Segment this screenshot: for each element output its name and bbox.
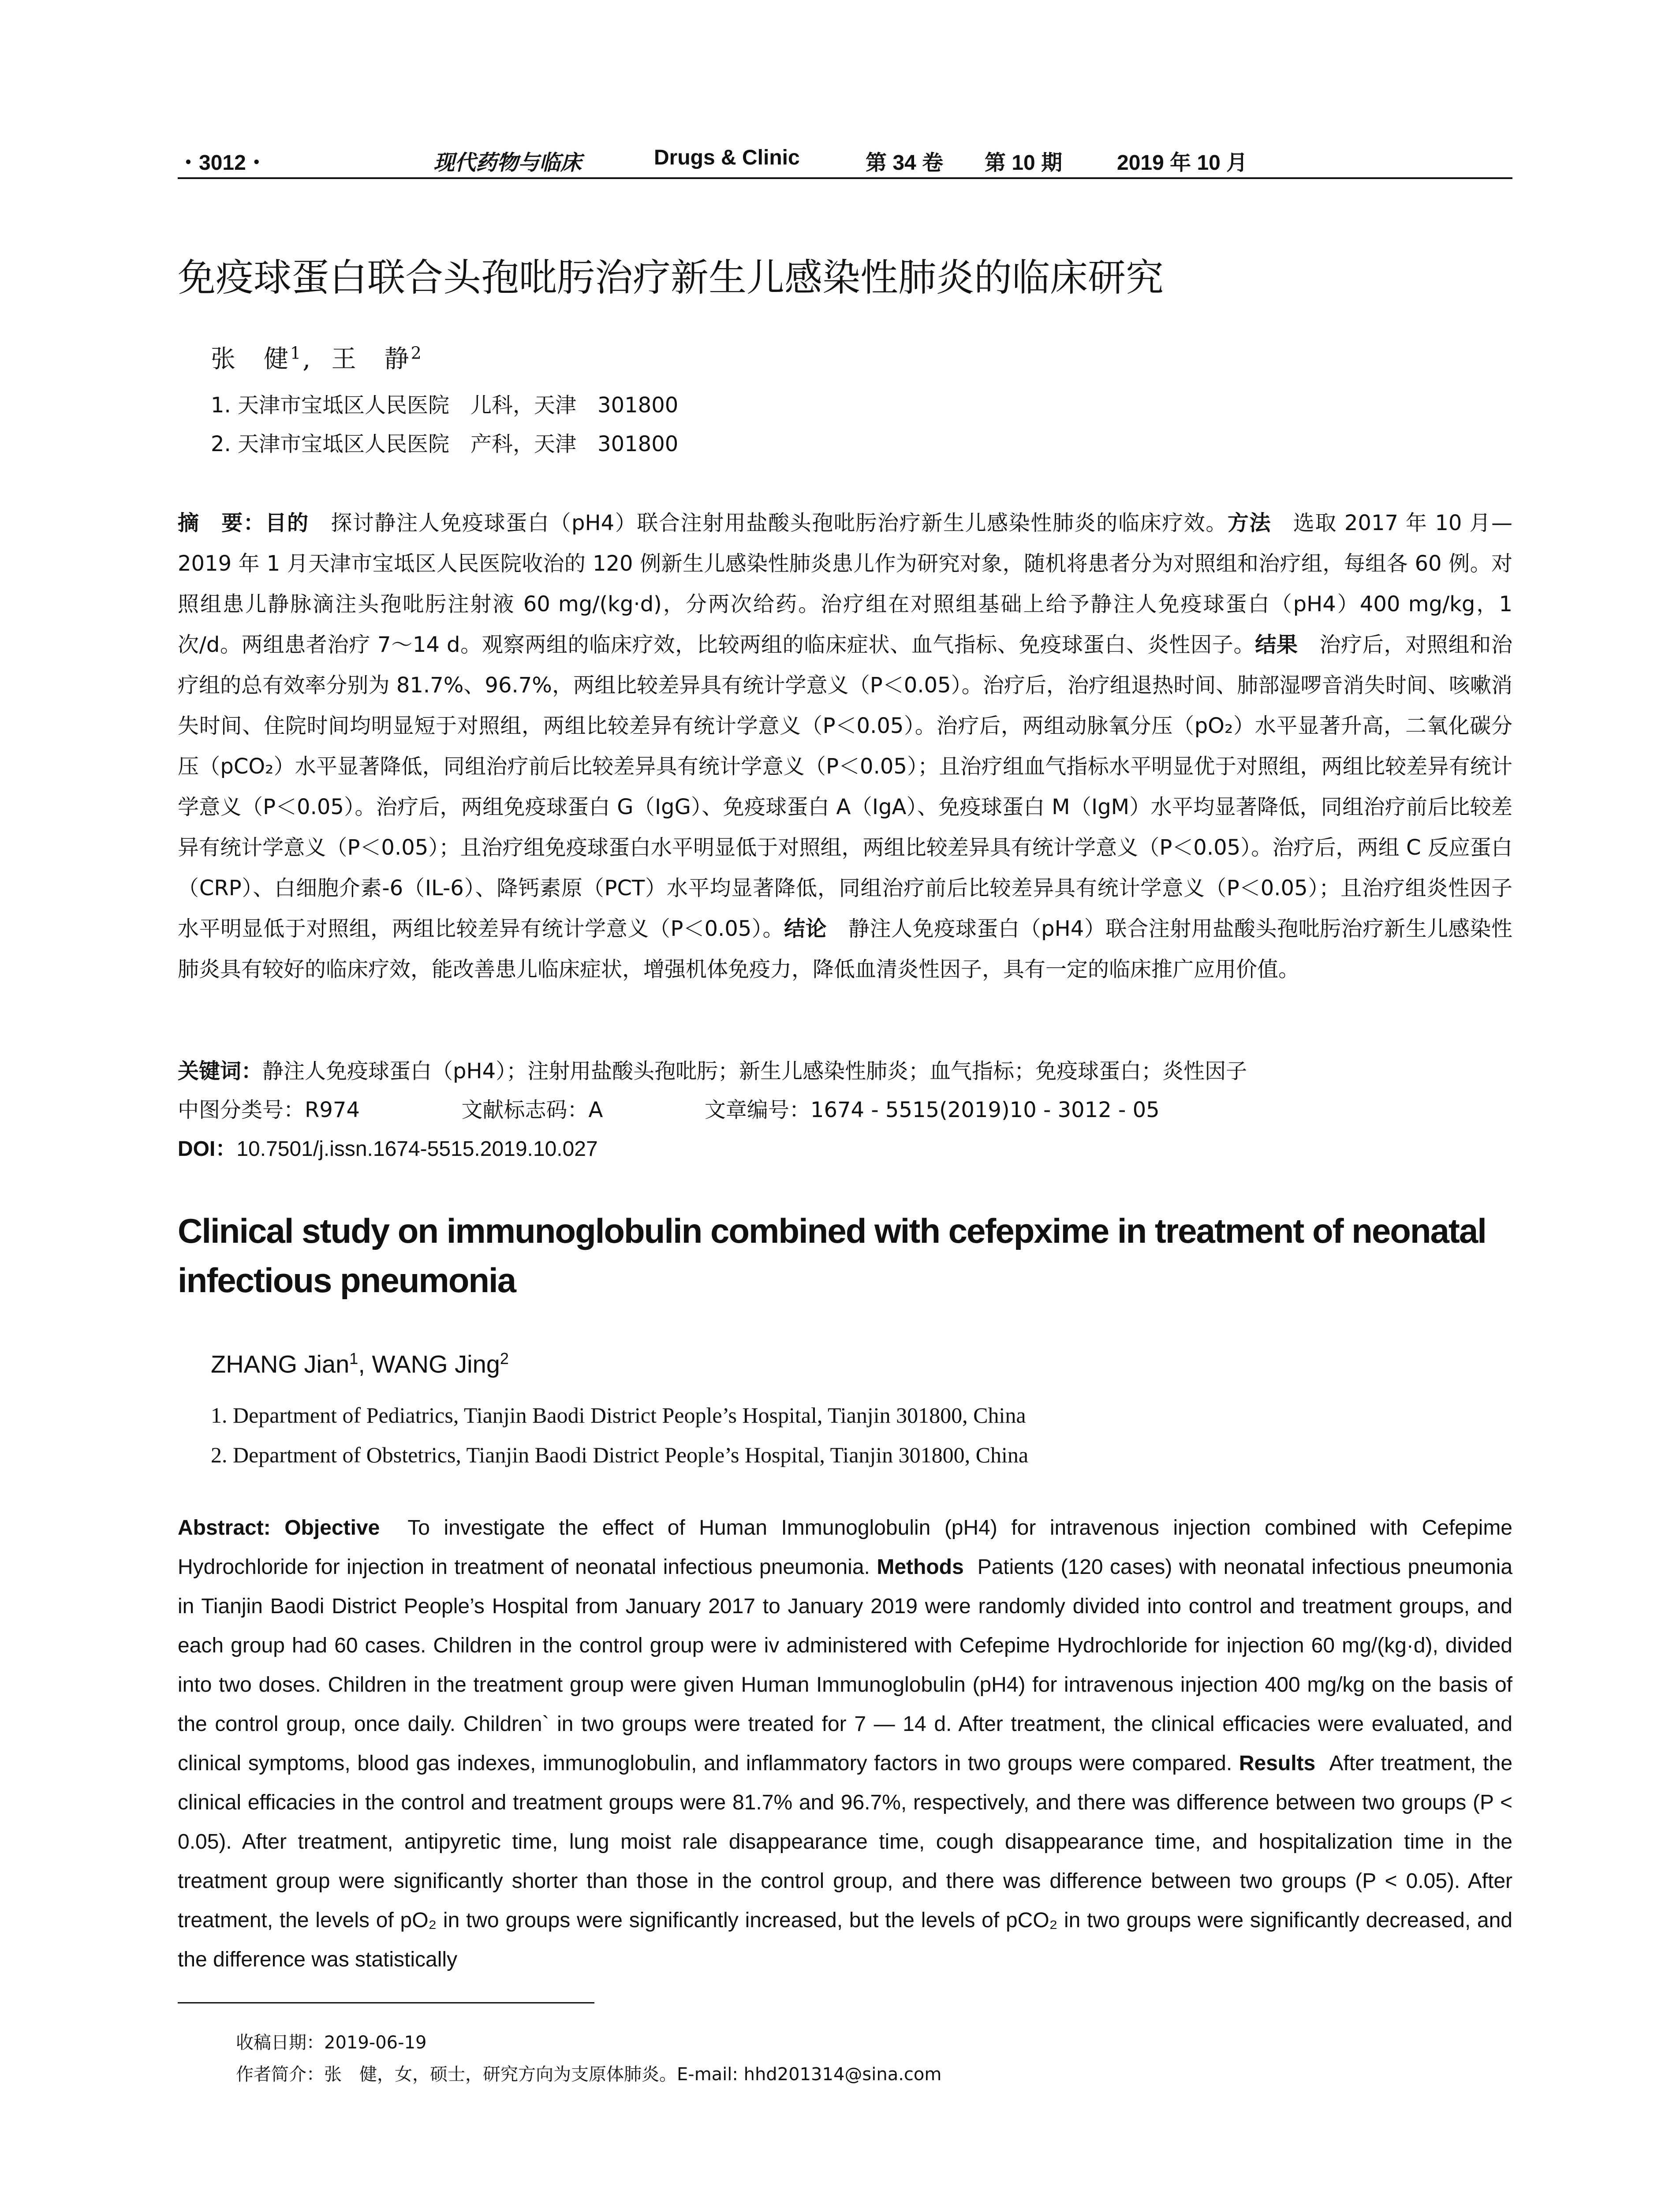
methods-text: 选取 2017 年 10 月—2019 年 1 月天津市宝坻区人民医院收治的 120 例新生儿感染性肺炎患儿作为研究对象，随机将患者分为对照组和治疗组，每组各 60 例。对照组患儿静脉滴注头孢吡肟注射液 60 mg/(kg·d)，分两次给药。治疗组在对照组基础上给予静注人免疫球蛋白（pH4）400 mg/kg，1 次/d。两组患者治疗 7～14 d。观察两组的临床疗效，比较两组的临床症状、血气指标、免疫球蛋白、炎性因子。 [178,511,1512,657]
methods-text: Patients (120 cases) with neonatal infectious pneumonia in Tianjin Baodi District People’s Hospital from January 2017 to January 2019 were randomly divided into control and treatment groups, and each group had 60 cases. Children in the control group were iv administered with Cefepime Hydrochloride for injection 60 mg/(kg·d), divided into two doses. Children in the treatment group were given Human Immunoglobulin (pH4) for intravenous injection 400 mg/kg on the basis of the control group, once daily. Children` in two groups were treated for 7 — 14 d. After treatment, the clinical efficacies were evaluated, and clinical symptoms, blood gas indexes, immunoglobulin, and inflammatory factors in two groups were compared. [178,1555,1513,1775]
doi-line [178,1132,598,1162]
journal-name-cn: 现代药物与临床 [433,150,582,175]
author-affil-mark: 2 [411,343,423,363]
affiliation-en: 1. Department of Pediatrics, Tianjin Baodi District People’s Hospital, Tianjin 301800, China [211,1403,1026,1428]
issue: 第 10 期 [985,151,1063,175]
affiliation-en: 2. Department of Obstetrics, Tianjin Baodi District People’s Hospital, Tianjin 301800, China [211,1443,1029,1467]
title-en: Clinical study on immunoglobulin combined with cefepxime in treatment of neonatal infectious pneumonia [178,1211,1486,1300]
title-cn: 免疫球蛋白联合头孢吡肟治疗新生儿感染性肺炎的临床研究 [178,256,1164,300]
author-separator: , [302,345,312,374]
author-separator: , [358,1350,372,1378]
methods-label: 方法 [1227,511,1272,535]
footnote-author [236,2060,941,2085]
author-name: 王 静 [331,345,411,374]
methods-label: Methods [877,1555,964,1579]
author-affil-mark: 2 [500,1349,509,1368]
received-label: 收稿日期： [236,2033,324,2053]
journal-name-en: Drugs & Clinic [654,146,800,169]
results-text: After treatment, the clinical efficacies in the control and treatment groups were 81.7% and 96.7%, respectively, and there was difference between two groups (P < 0.05). After treatment, antipyretic time, lung moist rale disappearance time, cough disappearance time, and hospitalization time in the treatment group were significantly shorter than those in the control group, and there was difference between two groups (P < 0.05). After treatment, the levels of pO₂ in two groups were significantly increased, but the levels of pCO₂ in two groups were significantly decreased, and the difference was statistically [178,1752,1513,1971]
results-label: 结果 [1255,632,1298,657]
clc-value: R974 [305,1098,360,1122]
abstract-objective-label: Abstract: Objective [178,1516,380,1540]
footnote-received [236,2029,426,2054]
conclusion-label: 结论 [784,916,827,941]
volume: 第 34 卷 [866,151,944,175]
abstract-cn [178,503,1512,990]
author-affil-mark: 1 [290,343,303,363]
results-label: Results [1239,1752,1316,1775]
doi-value: 10.7501/j.issn.1674-5515.2019.10.027 [236,1137,598,1161]
abstract-en [178,1508,1512,1979]
keywords-label: 关键词： [178,1059,263,1084]
objective-text: To investigate the effect of Human Immunoglobulin (pH4) for intravenous injection combined with Cefepime Hydrochloride for injection in treatment of neonatal infectious pneumonia. [178,1516,1513,1579]
keywords-cn [178,1054,1247,1084]
article-no-label: 文章编号： [704,1098,810,1122]
doc-code-label: 文献标志码： [461,1098,589,1122]
author-bio: 张 健，女，硕士，研究方向为支原体肺炎。E-mail: hhd201314@sina.com [324,2064,942,2085]
article-no-value: 1674 - 5515(2019)10 - 3012 - 05 [810,1098,1160,1122]
author-name: 张 健 [211,345,290,374]
results-text: 治疗后，对照组和治疗组的总有效率分别为 81.7%、96.7%，两组比较差异具有统计学意义（P＜0.05）。治疗后，治疗组退热时间、肺部湿啰音消失时间、咳嗽消失时间、住院时间均明显短于对照组，两组比较差异有统计学意义（P＜0.05）。治疗后，两组动脉氧分压（pO₂）水平显著升高，二氧化碳分压（pCO₂）水平显著降低，同组治疗前后比较差异具有统计学意义（P＜0.05）；且治疗组血气指标水平明显优于对照组，两组比较差异有统计学意义（P＜0.05）。治疗后，两组免疫球蛋白 G（IgG）、免疫球蛋白 A（IgA）、免疫球蛋白 M（IgM）水平均显著降低，同组治疗前后比较差异有统计学意义（P＜0.05）；且治疗组免疫球蛋白水平明显低于对照组，两组比较差异具有统计学意义（P＜0.05）。治疗后，两组 C 反应蛋白（CRP）、白细胞介素-6（IL-6）、降钙素原（PCT）水平均显著降低，同组治疗前后比较差异具有统计学意义（P＜0.05）；且治疗组炎性因子水平明显低于对照组，两组比较差异有统计学意义（P＜0.05）。 [178,632,1512,941]
footnote-rule [178,2002,594,2003]
running-header [178,140,1512,176]
received-date: 2019-06-19 [324,2033,427,2053]
header-rule [178,177,1512,179]
issue-date: 2019 年 10 月 [1117,151,1248,175]
author-name: ZHANG Jian [211,1350,350,1378]
doc-code-value: A [588,1098,603,1122]
conclusion-text: 静注人免疫球蛋白（pH4）联合注射用盐酸头孢吡肟治疗新生儿感染性肺炎具有较好的临床疗效，能改善患儿临床症状，增强机体免疫力，降低血清炎性因子，具有一定的临床推广应用价值。 [178,916,1512,982]
objective-text: 探讨静注人免疫球蛋白（pH4）联合注射用盐酸头孢吡肟治疗新生儿感染性肺炎的临床疗效。 [331,511,1228,535]
affiliation-cn: 1. 天津市宝坻区人民医院 儿科，天津 301800 [211,393,679,418]
objective-label: 目的 [265,511,309,535]
author-bio-label: 作者简介： [236,2064,324,2085]
doi-label: DOI： [178,1137,237,1161]
clc-label: 中图分类号： [178,1098,305,1122]
abstract-label: 摘 要： [178,511,265,535]
page-number: ・3012・ [178,151,267,175]
authors-cn [211,340,423,375]
authors-en [211,1349,509,1379]
author-affil-mark: 1 [349,1349,358,1368]
classification-line [178,1093,1160,1123]
keywords-text: 静注人免疫球蛋白（pH4）；注射用盐酸头孢吡肟；新生儿感染性肺炎；血气指标；免疫球蛋白；炎性因子 [262,1059,1247,1084]
author-name: WANG Jing [372,1350,500,1378]
affiliation-cn: 2. 天津市宝坻区人民医院 产科，天津 301800 [211,432,679,456]
